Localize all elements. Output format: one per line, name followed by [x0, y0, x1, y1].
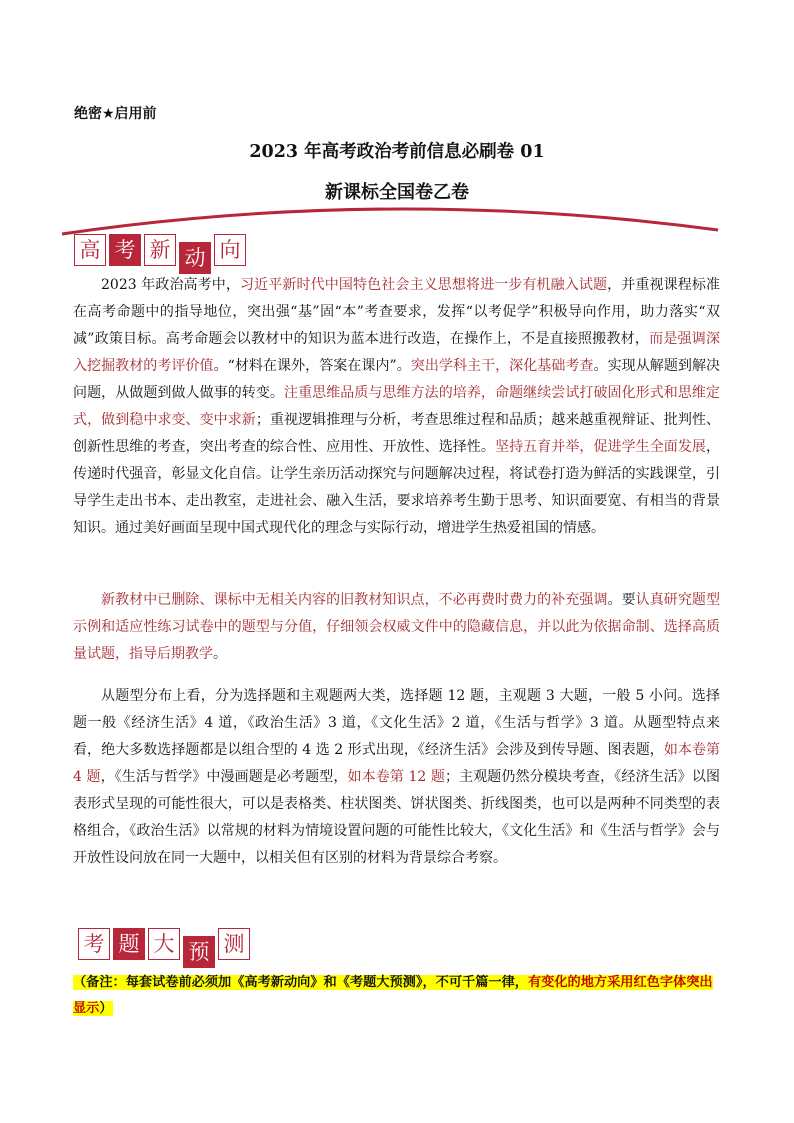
remark-part: （备注：每套试卷前必须加《高考新动向》和《考题大预测》，不可千篇一律， — [73, 975, 528, 990]
banner-char: 新 — [144, 234, 176, 266]
body-text: 2023 年政治高考中， — [101, 277, 241, 293]
banner-new-trends — [74, 234, 246, 274]
page-title: 2023 年高考政治考前信息必刷卷 01 — [249, 142, 545, 162]
banner-char: 高 — [74, 234, 106, 266]
paragraph-trends — [73, 272, 720, 542]
paragraph-question-types — [73, 683, 720, 872]
body-text: 。 — [213, 646, 227, 662]
body-text: ，传递时代强音，彰显文化自信。让学生亲历活动探究与问题解决过程，将试卷打造为鲜活的实践课堂，引导学生走出书本、走出教室，走进社会、融入生活，要求培养考生勤于思考、知识面要宽、有相当的背景知识。通过美好画面呈现中国式现代化的理念与实际行动，增进学生热爱祖国的情感。 — [73, 439, 720, 536]
banner-char: 考 — [109, 234, 141, 266]
decorative-arc — [60, 200, 720, 236]
banner-char: 测 — [218, 928, 250, 960]
highlight-text: 如本卷第 12 题 — [347, 769, 445, 785]
remark-highlight: 有变化的地方采用红色字体突出显示 — [73, 975, 713, 1016]
highlight-text: 新教材中已删除、课标中无相关内容的旧教材知识点，不必再费时费力的补充强调 — [101, 592, 608, 608]
body-text: ；主观题仍然分模块考查，《经济生活》以图表形式呈现的可能性很大，可以是表格类、柱状图类、饼状图类、折线图类，也可以是两种不同类型的表格组合，《政治生活》以常规的材料为情境设置问题的可能性比较大，《文化生活》和《生活与哲学》会与开放性设问放在同一大题中，以相关但有区别的材料为背景综合考察。 — [73, 769, 721, 866]
highlight-text: 注重思维品质与思维方法的培养，命题继续尝试打破固化形式和思维定式，做到稳中求变、变中求新 — [73, 385, 720, 428]
body-text: 从题型分布上看，分为选择题和主观题两大类，选择题 12 题，主观题 3 大题，一般 5 小问。选择题一般《经济生活》4 道，《政治生活》3 道，《文化生活》2 道，《生活与哲学》3 道。从题型特点来看，绝大多数选择题都是以组合型的 4 选 2 形式出现，《经济生活》会涉及到传导题、图表题， — [73, 688, 720, 758]
paragraph-new-textbook — [73, 587, 720, 668]
body-text: 。“材料在课外，答案在课内”。 — [213, 358, 411, 374]
highlight-text: 习近平新时代中国特色社会主义思想将进一步有机融入试题 — [240, 277, 608, 293]
banner-char: 动 — [179, 242, 211, 274]
highlight-text: 突出学科主干，深化基础考查 — [410, 358, 594, 374]
body-text: 。实现从解题到解决问题，从做题到做人做事的转变。 — [73, 358, 721, 401]
banner-char: 考 — [78, 928, 110, 960]
body-text: ，《生活与哲学》中漫画题是必考题型， — [100, 769, 348, 785]
banner-char: 预 — [183, 936, 215, 968]
highlight-text: 坚持五育并举，促进学生全面发展 — [495, 439, 706, 455]
banner-char: 向 — [214, 234, 246, 266]
banner-char: 大 — [148, 928, 180, 960]
body-text: ；重视逻辑推理与分析，考查思维过程和品质；越来越重视辩证、批判性、创新性思维的考查，突出考查的综合性、应用性、开放性、选择性。 — [73, 412, 721, 455]
remark-part: ） — [99, 1001, 113, 1016]
banner-predictions — [78, 928, 250, 968]
highlight-text: 认真研究题型示例和适应性练习试卷中的题型与分值，仔细领会权威文件中的隐藏信息，并以此为依据命制、选择高质量试题，指导后期教学 — [73, 592, 721, 662]
classification-label: 绝密★启用前 — [74, 106, 157, 122]
remark-note — [73, 970, 723, 1022]
body-text: 。要 — [607, 592, 636, 608]
page-subtitle: 新课标全国卷乙卷 — [325, 182, 469, 203]
banner-char: 题 — [113, 928, 145, 960]
highlight-text: 如本卷第 4 题 — [73, 742, 720, 785]
body-text: ，并重视课程标准在高考命题中的指导地位，突出强“基”固“本”考查要求，发挥“以考促学”积极导向作用，助力落实“双减”政策目标。高考命题会以教材中的知识为蓝本进行改造，在操作上，不是直接照搬教材， — [73, 277, 721, 347]
highlight-text: 而是强调深入挖掘教材的考评价值 — [73, 331, 720, 374]
